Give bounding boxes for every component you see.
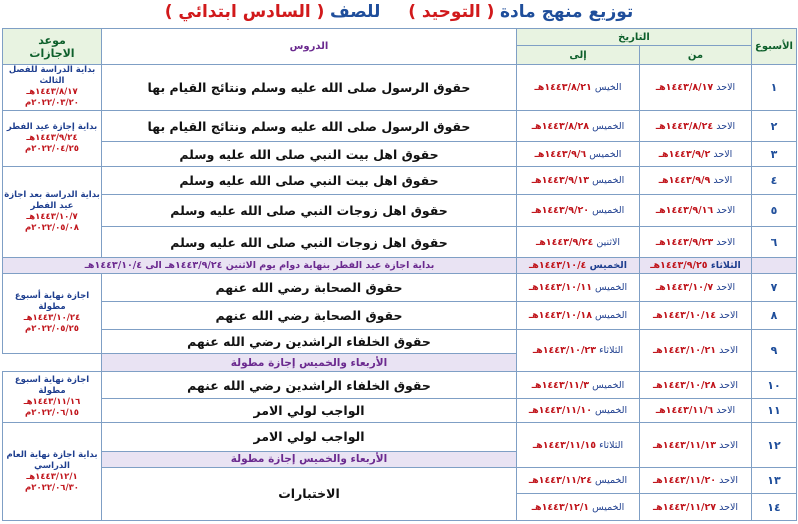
from-date-cell (640, 372, 752, 398)
holiday-hijri: ١٤٤٣/١٢/١هـ (26, 471, 78, 482)
holiday-note (3, 166, 102, 258)
from-date: ١٤٤٣/٩/٢٣هـ (655, 236, 714, 248)
from-date: ١٤٤٣/١١/٦هـ (655, 404, 714, 416)
from-date-cell (640, 273, 752, 302)
to-date: ١٤٤٣/٨/٢٨هـ (531, 120, 590, 132)
table-row (3, 398, 797, 422)
holiday-title: اجازة نهاية أسبوع مطولة (14, 291, 90, 313)
table-row (3, 166, 797, 195)
to-date: ١٤٤٣/٩/٦هـ (534, 148, 587, 160)
to-day: الثلاثاء (599, 439, 624, 451)
from-date-cell (640, 142, 752, 166)
from-day: الاحد (716, 404, 736, 416)
from-date: ١٤٤٣/١٠/١٤هـ (652, 309, 717, 321)
holiday-note (3, 273, 102, 353)
to-day: الخميس (595, 281, 628, 293)
to-day: الخميس (595, 404, 628, 416)
holiday-title: بداية إجازة عيد الفطر (6, 121, 98, 132)
from-date: ١٤٤٣/٨/٢٤هـ (655, 120, 714, 132)
title-subject: ( التوحيد ) (408, 2, 495, 22)
lesson-title: الواجب لولي الامر (102, 398, 517, 422)
week-number: ١ (752, 65, 797, 111)
from-day: الاحد (716, 120, 736, 132)
holiday-gregorian: ٢٠٢٢/٠٥/٠٨م (25, 223, 79, 234)
week-number: ١٠ (752, 372, 797, 398)
long-weekend-note: الأربعاء والخميس إجازة مطولة (102, 451, 517, 467)
from-day: الاحد (716, 81, 736, 93)
curriculum-table (2, 28, 797, 521)
week-number: ١٢ (752, 423, 797, 468)
from-day: الاحد (719, 309, 739, 321)
to-date: ١٤٤٣/١١/١٥هـ (532, 439, 597, 451)
to-date: ١٤٤٣/١٠/١١هـ (528, 281, 592, 293)
lesson-title: حقوق الخلفاء الراشدين رضي الله عنهم (102, 372, 517, 398)
week-number: ١٤ (752, 494, 797, 521)
to-day: الخميس (592, 205, 625, 217)
holiday-hijri: ١٤٤٣/١٠/٢٤هـ (23, 313, 81, 324)
lesson-title: حقوق اهل بيت النبي صلى الله عليه وسلم (102, 166, 517, 195)
separator-week (752, 258, 797, 273)
from-date: ١٤٤٣/١١/١٣هـ (652, 439, 717, 451)
title-grade: ( السادس ابتدائي ) (164, 2, 325, 22)
separator-from (640, 258, 752, 273)
to-day: الاثنين (596, 236, 621, 248)
from-date: ١٤٤٣/١١/٢٧هـ (652, 501, 717, 513)
to-date-cell (517, 494, 640, 521)
header-from: من (640, 46, 752, 65)
table-row (3, 226, 797, 258)
to-day: الخميس (592, 120, 625, 132)
lesson-title: الواجب لولي الامر (102, 423, 517, 452)
to-date-cell (517, 273, 640, 302)
holiday-hijri: ١٤٤٣/١٠/٧هـ (26, 212, 78, 223)
week-number: ٨ (752, 302, 797, 329)
week-number: ٩ (752, 329, 797, 372)
from-date-cell (640, 494, 752, 521)
to-date-cell (517, 226, 640, 258)
to-date: ١٤٤٣/٩/١٣هـ (531, 175, 590, 187)
separator-from-date: ١٤٤٣/٩/٢٥هـ (650, 259, 708, 271)
from-date: ١٤٤٣/٩/١٦هـ (655, 205, 714, 217)
holiday-note (3, 372, 102, 423)
lesson-title: حقوق الخلفاء الراشدين رضي الله عنهم (102, 329, 517, 353)
header-week: الأسبوع (752, 29, 797, 65)
to-date: ١٤٤٣/٨/٢١هـ (534, 81, 592, 93)
header-holidays-line1: موعد (38, 33, 66, 47)
table-row (3, 65, 797, 111)
holiday-gregorian: ٢٠٢٢/٠٥/٢٥م (25, 324, 79, 335)
to-day: الخميس (592, 175, 625, 187)
week-number: ٢ (752, 110, 797, 142)
to-date-cell (517, 423, 640, 468)
to-day: الثلاثاء (599, 344, 624, 356)
to-date-cell (517, 142, 640, 166)
from-date: ١٤٤٣/١٠/٢٨هـ (652, 379, 717, 391)
to-date: ١٤٤٣/١٠/٢٣هـ (532, 344, 597, 356)
holiday-title: بداية اجازة نهاية العام الدراسي (6, 449, 98, 471)
to-date-cell (517, 195, 640, 227)
to-date: ١٤٤٣/١١/٢٤هـ (528, 475, 592, 487)
from-date: ١٤٤٣/٨/١٧هـ (655, 81, 714, 93)
table-row (3, 467, 797, 493)
from-date-cell (640, 329, 752, 372)
separator-to (517, 258, 640, 273)
from-date-cell (640, 398, 752, 422)
holiday-title: اجازة نهاية اسبوع مطولة (14, 375, 90, 397)
from-day: الاحد (713, 148, 733, 160)
holiday-note (3, 423, 102, 521)
week-number: ٧ (752, 273, 797, 302)
table-row (3, 423, 797, 452)
lesson-title: حقوق اهل زوجات النبي صلى الله عليه وسلم (102, 195, 517, 227)
table-row (3, 142, 797, 166)
week-number: ٦ (752, 226, 797, 258)
to-date-cell (517, 467, 640, 493)
from-date: ١٤٤٣/١٠/٧هـ (655, 281, 714, 293)
from-date: ١٤٤٣/١١/٢٠هـ (652, 475, 717, 487)
holiday-note (3, 65, 102, 111)
table-row (3, 110, 797, 142)
to-date: ١٤٤٣/٩/٢٤هـ (535, 236, 594, 248)
table-row (3, 195, 797, 227)
from-date-cell (640, 110, 752, 142)
header-date: التاريخ (517, 29, 752, 46)
lesson-title: الاختبارات (102, 467, 517, 520)
title-for-class: للصف (330, 2, 381, 22)
separator-from-day: الثلاثاء (710, 259, 741, 271)
to-date-cell (517, 110, 640, 142)
holiday-hijri: ١٤٤٣/٩/٢٤هـ (26, 132, 78, 143)
to-day: الخميس (589, 148, 622, 160)
from-day: الاحد (719, 501, 739, 513)
from-date: ١٤٤٣/٩/٩هـ (658, 175, 711, 187)
from-date-cell (640, 166, 752, 195)
from-day: الاحد (713, 175, 733, 187)
from-date: ١٤٤٣/٩/٢هـ (658, 148, 711, 160)
table-row (3, 329, 797, 353)
to-date-cell (517, 166, 640, 195)
lesson-title: حقوق اهل بيت النبي صلى الله عليه وسلم (102, 142, 517, 166)
to-date-cell (517, 372, 640, 398)
table-row (3, 273, 797, 302)
lesson-title: حقوق الرسول صلى الله عليه وسلم ونتائج القيام بها (102, 110, 517, 142)
holiday-note (3, 110, 102, 166)
from-date-cell (640, 65, 752, 111)
holiday-title: بداية الدراسة للفصل الثالث (8, 65, 96, 87)
to-date: ١٤٤٣/١١/٣هـ (531, 379, 590, 391)
week-number: ١٣ (752, 467, 797, 493)
to-date: ١٤٤٣/٩/٢٠هـ (531, 205, 590, 217)
from-date: ١٤٤٣/١٠/٢١هـ (652, 344, 717, 356)
to-date: ١٤٤٣/١١/١٠هـ (528, 404, 592, 416)
holiday-hijri: ١٤٤٣/٨/١٧هـ (26, 87, 78, 98)
holiday-title: بداية الدراسة بعد اجازة عيد الفطر (4, 190, 100, 212)
to-day: الخميس (595, 309, 628, 321)
separator-to-day: الخميس (589, 259, 628, 271)
to-day: الخميس (592, 501, 625, 513)
lesson-title: حقوق الصحابة رضي الله عنهم (102, 273, 517, 302)
to-date-cell (517, 302, 640, 329)
from-date-cell (640, 467, 752, 493)
from-date-cell (640, 423, 752, 468)
from-day: الاحد (719, 379, 739, 391)
header-to: إلى (517, 46, 640, 65)
table-row (3, 302, 797, 329)
eid-holiday-row (3, 258, 797, 273)
table-row (3, 372, 797, 398)
week-number: ٣ (752, 142, 797, 166)
to-date: ١٤٤٣/١٠/١٨هـ (528, 309, 592, 321)
from-date-cell (640, 226, 752, 258)
from-day: الاحد (719, 475, 739, 487)
header-holidays-line2: الاجازات (29, 46, 75, 60)
to-date-cell (517, 398, 640, 422)
holiday-gregorian: ٢٠٢٢/٠٦/١٥م (25, 408, 79, 419)
week-number: ٥ (752, 195, 797, 227)
to-day: الخميس (595, 475, 628, 487)
to-date: ١٤٤٣/١٢/١هـ (531, 501, 590, 513)
from-day: الاحد (716, 236, 736, 248)
holiday-gregorian: ٢٠٢٢/٠٣/٢٠م (25, 98, 79, 109)
week-number: ٤ (752, 166, 797, 195)
to-date-cell (517, 65, 640, 111)
holiday-gregorian: ٢٠٢٢/٠٤/٢٥م (25, 143, 79, 154)
separator-text: بداية اجازة عيد الفطر بنهاية دوام يوم الاثنين ١٤٤٣/٩/٢٤هـ الى ١٤٤٣/١٠/٤هـ (3, 258, 517, 273)
from-day: الاحد (716, 205, 736, 217)
to-day: الخيس (594, 81, 622, 93)
holiday-gregorian: ٢٠٢٢/٠٦/٣٠م (25, 482, 79, 493)
from-day: الاحد (716, 281, 736, 293)
separator-to-date: ١٤٤٣/١٠/٤هـ (528, 259, 587, 271)
lesson-title: حقوق الصحابة رضي الله عنهم (102, 302, 517, 329)
to-day: الخميس (592, 379, 625, 391)
title-main: توزيع منهج مادة (500, 2, 634, 22)
from-day: الاحد (719, 344, 739, 356)
long-weekend-note: الأربعاء والخميس إجازة مطولة (102, 354, 517, 372)
header-holidays (3, 29, 102, 65)
lesson-title: حقوق اهل زوجات النبي صلى الله عليه وسلم (102, 226, 517, 258)
lesson-title: حقوق الرسول صلى الله عليه وسلم ونتائج القيام بها (102, 65, 517, 111)
from-date-cell (640, 302, 752, 329)
from-date-cell (640, 195, 752, 227)
header-lessons: الدروس (102, 29, 517, 65)
from-day: الاحد (719, 439, 739, 451)
holiday-hijri: ١٤٤٣/١١/١٦هـ (23, 397, 81, 408)
to-date-cell (517, 329, 640, 372)
week-number: ١١ (752, 398, 797, 422)
